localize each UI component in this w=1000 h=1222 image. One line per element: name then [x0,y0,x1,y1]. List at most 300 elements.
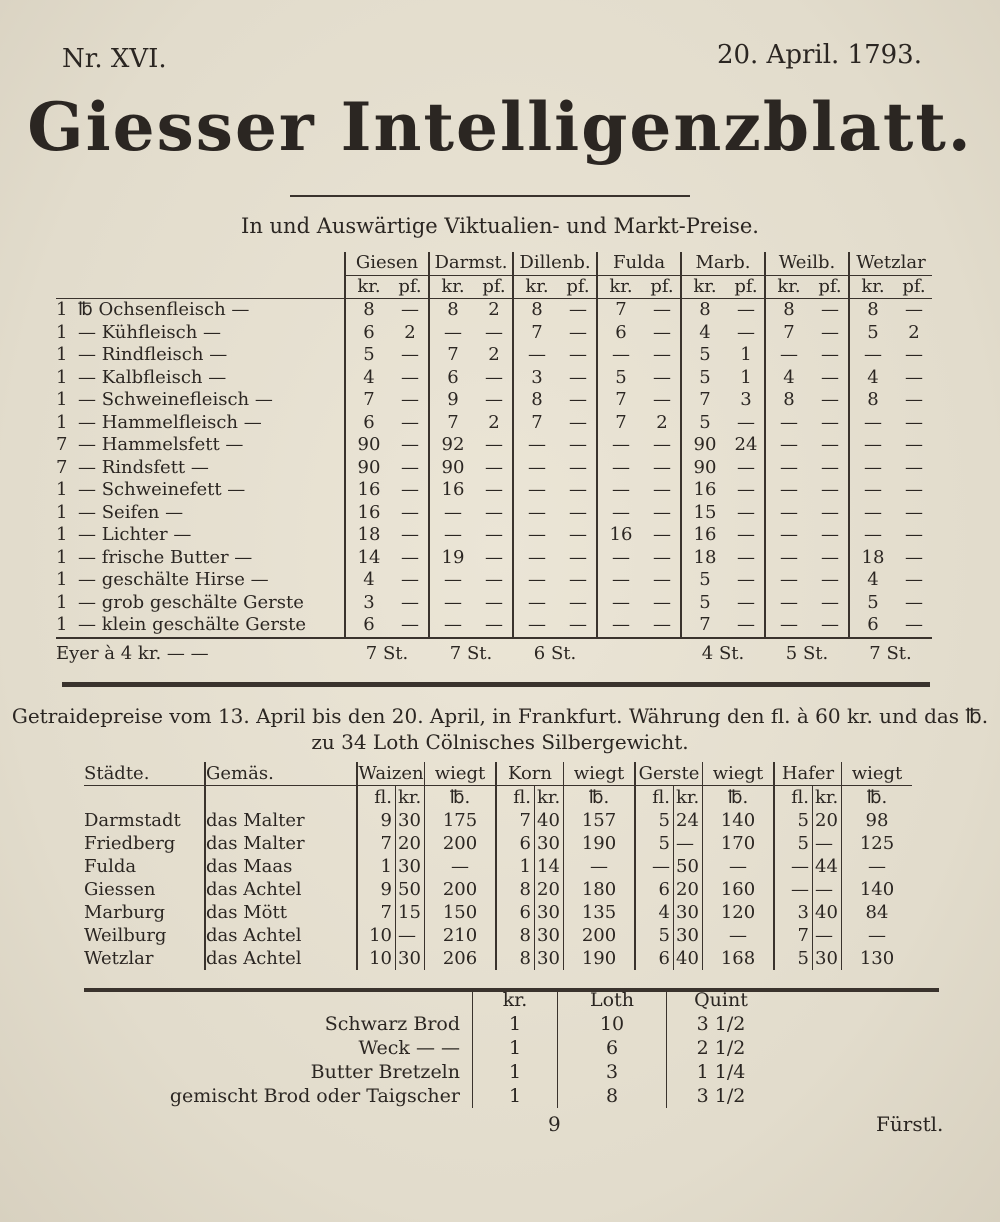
masthead-title: Giesser Intelligenzblatt. [27,88,973,166]
price-kr: 6 [429,367,476,390]
price-kr: — [813,878,842,901]
price-kr: — [849,344,896,367]
price-pf: — [821,321,839,343]
price-pf: — [569,366,587,388]
bread-kr: 1 [473,1036,558,1060]
price-kr: 7 [681,614,728,638]
price-kr: 44 [813,855,842,878]
commodity-quantity: 1 [56,501,68,523]
grain-row [84,832,912,855]
commodity-quantity: 1 [56,546,68,568]
price-fl: — [635,855,674,878]
price-pf: — [485,456,503,478]
unit-kr: kr. [513,275,560,299]
price-pf: — [653,501,671,523]
commodity-label [56,502,345,525]
bread-row [140,1060,775,1084]
price-kr: 5 [681,569,728,592]
price-pf: — [821,479,839,501]
price-pf: — [401,389,419,411]
eggs-count: 7 St. [849,638,932,669]
price-pf: — [905,411,923,433]
eggs-count: 4 St. [681,638,765,669]
market-row [56,547,932,570]
price-pf: — [485,366,503,388]
price-pf: — [737,546,755,568]
commodity-quantity: 1 [56,299,68,321]
weight-lb: 150 [425,901,497,924]
price-kr: 14 [535,855,564,878]
price-pf: — [485,501,503,523]
price-kr: 15 [396,901,425,924]
price-pf: — [821,524,839,546]
commodity-label [56,389,345,412]
grain-row [84,878,912,901]
price-kr: 14 [345,547,392,570]
commodity-name: — Seifen — [78,501,184,523]
price-pf: — [401,546,419,568]
price-pf: — [821,434,839,456]
city-name: Marburg [84,902,166,923]
price-kr: 30 [813,947,842,970]
issue-date: 20. April. 1793. [716,40,922,70]
commodity-quantity: 1 [56,614,68,636]
grain-row [84,809,912,832]
price-kr: 30 [396,809,425,832]
price-fl: 4 [635,901,674,924]
price-kr: — [429,524,476,547]
price-kr: — [849,479,896,502]
commodity-name: — Rindfleisch — [78,344,228,366]
price-kr: 30 [535,924,564,947]
price-pf: — [569,344,587,366]
price-kr: — [597,547,644,570]
price-pf: — [401,344,419,366]
price-pf: — [401,456,419,478]
price-pf: 2 [656,411,668,433]
weight-lb: 168 [703,947,775,970]
city-header: Darmst. [429,252,513,275]
price-pf: — [569,501,587,523]
price-kr: — [396,924,425,947]
price-kr: 40 [674,947,703,970]
market-row [56,502,932,525]
market-row [56,322,932,345]
commodity-quantity: 1 [56,569,68,591]
market-row [56,457,932,480]
price-pf: — [569,569,587,591]
price-pf: — [653,546,671,568]
price-pf: — [821,344,839,366]
price-pf: — [485,591,503,613]
price-kr: — [765,412,812,435]
unit-pf: pf. [812,275,849,299]
grain-price-rows [84,786,912,971]
weight-lb: 135 [564,901,636,924]
price-kr: 20 [396,832,425,855]
bread-name: gemischt Brod oder Taigscher [169,1085,460,1107]
city-name: Friedberg [84,833,176,854]
measure-name: das Achtel [205,947,357,970]
issue-number: Nr. XVI. [62,44,167,74]
price-fl: 5 [774,832,813,855]
commodity-quantity: 1 [56,479,68,501]
price-kr: 8 [429,299,476,322]
price-pf: — [569,411,587,433]
commodity-quantity: 7 [56,434,68,456]
grain-row [84,901,912,924]
commodity-name: — grob geschälte Gerste [78,591,304,613]
price-kr: 30 [535,947,564,970]
price-kr: 16 [681,479,728,502]
weight-lb: 175 [425,809,497,832]
price-kr: 4 [765,367,812,390]
market-row [56,524,932,547]
price-kr: 5 [345,344,392,367]
commodity-name: — Schweinefett — [78,479,246,501]
weight-lb: 200 [564,924,636,947]
price-kr: 90 [345,434,392,457]
price-kr: 16 [681,524,728,547]
price-pf: 2 [404,321,416,343]
price-pf: — [653,389,671,411]
price-kr: 6 [345,322,392,345]
price-kr: 5 [849,592,896,615]
price-pf: — [653,456,671,478]
commodity-name: — Kühfleisch — [78,321,222,343]
unit-lb: ℔. [703,786,775,810]
price-pf: — [653,299,671,321]
grain-price-table [84,762,912,970]
price-pf: — [905,501,923,523]
price-kr: — [597,502,644,525]
price-fl: 5 [635,809,674,832]
price-kr: 7 [597,299,644,322]
weight-lb: 125 [842,832,913,855]
weight-lb: 190 [564,947,636,970]
city-header: Giesen [345,252,429,275]
weight-lb: 170 [703,832,775,855]
price-kr: 5 [681,367,728,390]
market-row [56,299,932,322]
price-kr: — [765,614,812,638]
price-kr: — [429,592,476,615]
price-fl: 8 [496,947,535,970]
price-kr: — [513,344,560,367]
market-price-table [56,252,932,669]
price-pf: — [569,591,587,613]
price-pf: — [821,456,839,478]
price-pf: — [905,456,923,478]
city-header: Wetzlar [849,252,932,275]
price-pf: — [905,434,923,456]
col-header-measure: Gemäs. [205,762,357,786]
unit-pf: pf. [728,275,765,299]
price-kr: — [429,614,476,638]
price-pf: — [485,546,503,568]
price-kr: 16 [597,524,644,547]
bread-quint: 2 1/2 [667,1036,776,1060]
unit-lb: ℔. [842,786,913,810]
commodity-quantity: 7 [56,456,68,478]
bread-price-table [140,988,775,1108]
price-pf: — [821,614,839,636]
price-kr: — [765,457,812,480]
price-pf: — [401,299,419,321]
price-kr: 90 [681,457,728,480]
price-pf: — [569,479,587,501]
city-header: Marb. [681,252,765,275]
price-kr: — [849,524,896,547]
price-kr: — [765,344,812,367]
price-pf: — [485,434,503,456]
price-kr: 90 [345,457,392,480]
market-row [56,434,932,457]
price-kr: — [765,592,812,615]
weight-lb: — [842,855,913,878]
bread-kr: 1 [473,1084,558,1108]
price-kr: 30 [674,901,703,924]
weight-lb: 180 [564,878,636,901]
price-fl: 8 [496,878,535,901]
col-header-weight: wiegt [564,762,636,786]
commodity-label [56,322,345,345]
weight-lb: 206 [425,947,497,970]
price-kr: 7 [681,389,728,412]
commodity-label [56,412,345,435]
col-header-quint: Quint [667,988,776,1012]
price-pf: — [905,344,923,366]
unit-lb: ℔. [425,786,497,810]
bread-kr: 1 [473,1012,558,1036]
price-fl: 6 [635,947,674,970]
price-pf: — [653,366,671,388]
price-pf: — [905,389,923,411]
price-kr: 7 [429,344,476,367]
unit-fl: fl. [774,786,813,810]
commodity-name: — geschälte Hirse — [78,569,269,591]
price-pf: — [737,299,755,321]
price-pf: — [401,501,419,523]
price-fl: 5 [774,809,813,832]
price-kr: — [813,924,842,947]
commodity-label [56,367,345,390]
commodity-name: — Kalbfleisch — [78,366,227,388]
commodity-name: — Lichter — [78,524,192,546]
eggs-label: Eyer à 4 kr. — — [56,638,345,669]
commodity-label [56,299,345,322]
city-header: Dillenb. [513,252,597,275]
price-kr: 16 [429,479,476,502]
measure-name: das Malter [205,832,357,855]
price-pf: — [905,591,923,613]
commodity-label [56,592,345,615]
price-pf: — [905,569,923,591]
price-pf: 2 [488,299,500,321]
weight-lb: 157 [564,809,636,832]
price-fl: 10 [357,924,396,947]
price-kr: 8 [849,299,896,322]
market-row [56,569,932,592]
price-pf: — [401,411,419,433]
col-header-grain: Korn [496,762,564,786]
price-kr: — [765,479,812,502]
price-kr: 18 [849,547,896,570]
price-kr: 8 [513,389,560,412]
price-kr: 5 [849,322,896,345]
weight-lb: 200 [425,878,497,901]
price-kr: 6 [597,322,644,345]
bread-row [140,1084,775,1108]
blank-cell [84,786,205,810]
bread-quint: 1 1/4 [667,1060,776,1084]
market-price-rows [56,275,932,669]
price-fl: 1 [357,855,396,878]
price-pf: — [569,524,587,546]
price-kr: 16 [345,479,392,502]
city-name: Fulda [84,856,137,877]
price-kr: — [513,479,560,502]
commodity-quantity: 1 [56,344,68,366]
price-kr: 8 [765,299,812,322]
price-kr: — [513,434,560,457]
weight-lb: 140 [703,809,775,832]
price-kr: — [849,457,896,480]
commodity-quantity: 1 [56,411,68,433]
city-header: Fulda [597,252,681,275]
commodity-name: — klein geschälte Gerste [78,614,307,636]
price-pf: — [569,299,587,321]
eggs-row [56,638,932,669]
market-row [56,344,932,367]
col-header-kr: kr. [473,988,558,1012]
price-kr: 30 [396,947,425,970]
eggs-count: 7 St. [345,638,429,669]
price-pf: — [821,591,839,613]
price-kr: — [513,614,560,638]
market-row [56,592,932,615]
price-kr: — [513,457,560,480]
grain-row [84,947,912,970]
eggs-count: 5 St. [765,638,849,669]
price-pf: — [737,411,755,433]
city-name: Giessen [84,879,156,900]
eggs-count: 6 St. [513,638,597,669]
unit-pf: pf. [476,275,513,299]
price-kr: 8 [513,299,560,322]
price-kr: 18 [681,547,728,570]
commodity-label [56,547,345,570]
price-pf: — [737,479,755,501]
price-kr: — [513,547,560,570]
price-pf: — [653,591,671,613]
price-fl: — [774,878,813,901]
col-header-weight: wiegt [703,762,775,786]
unit-pf: pf. [644,275,681,299]
price-fl: 1 [496,855,535,878]
unit-kr: kr. [597,275,644,299]
city-name: Darmstadt [84,810,181,831]
price-kr: — [765,502,812,525]
market-row [56,479,932,502]
city-header: Weilb. [765,252,849,275]
price-kr: 30 [535,901,564,924]
price-kr: 9 [429,389,476,412]
price-kr: 4 [849,367,896,390]
price-kr: 30 [674,924,703,947]
price-pf: — [737,569,755,591]
eggs-count: 7 St. [429,638,513,669]
price-kr: 8 [681,299,728,322]
price-fl: — [774,855,813,878]
bread-loth: 10 [558,1012,667,1036]
price-kr: 30 [396,855,425,878]
price-kr: — [597,344,644,367]
price-kr: 16 [345,502,392,525]
price-kr: 20 [535,878,564,901]
commodity-quantity: 1 [56,389,68,411]
col-header-weight: wiegt [425,762,497,786]
weight-lb: — [703,855,775,878]
price-kr: — [765,434,812,457]
commodity-quantity: 1 [56,524,68,546]
price-pf: — [569,389,587,411]
price-fl: 7 [357,832,396,855]
price-pf: — [905,614,923,636]
price-pf: — [905,299,923,321]
weight-lb: — [564,855,636,878]
measure-name: das Mött [205,901,357,924]
commodity-quantity: 1 [56,321,68,343]
unit-pf: pf. [896,275,932,299]
price-pf: — [569,614,587,636]
market-row [56,389,932,412]
weight-lb: 84 [842,901,913,924]
section-divider [62,682,930,687]
price-fl: 3 [774,901,813,924]
price-kr: 90 [681,434,728,457]
price-kr: 20 [674,878,703,901]
price-kr: — [765,524,812,547]
price-fl: 5 [635,832,674,855]
unit-kr: kr. [674,786,703,810]
price-kr: — [429,322,476,345]
price-fl: 6 [496,901,535,924]
price-pf: — [905,479,923,501]
price-pf: — [485,479,503,501]
bread-row [140,1036,775,1060]
bread-quint: 3 1/2 [667,1012,776,1036]
price-kr: — [429,502,476,525]
unit-pf: pf. [560,275,597,299]
price-kr: 5 [681,344,728,367]
price-pf: — [485,569,503,591]
price-kr: 90 [429,457,476,480]
price-kr: 8 [849,389,896,412]
price-pf: — [569,456,587,478]
price-kr: 8 [765,389,812,412]
price-kr: 24 [674,809,703,832]
unit-pf: pf. [392,275,429,299]
price-kr: — [597,434,644,457]
price-kr: 50 [396,878,425,901]
price-pf: — [485,389,503,411]
city-name: Wetzlar [84,948,154,969]
commodity-name: ℔ Ochsenfleisch — [78,299,250,321]
price-pf: — [653,434,671,456]
price-kr: — [849,502,896,525]
price-kr: 7 [597,412,644,435]
